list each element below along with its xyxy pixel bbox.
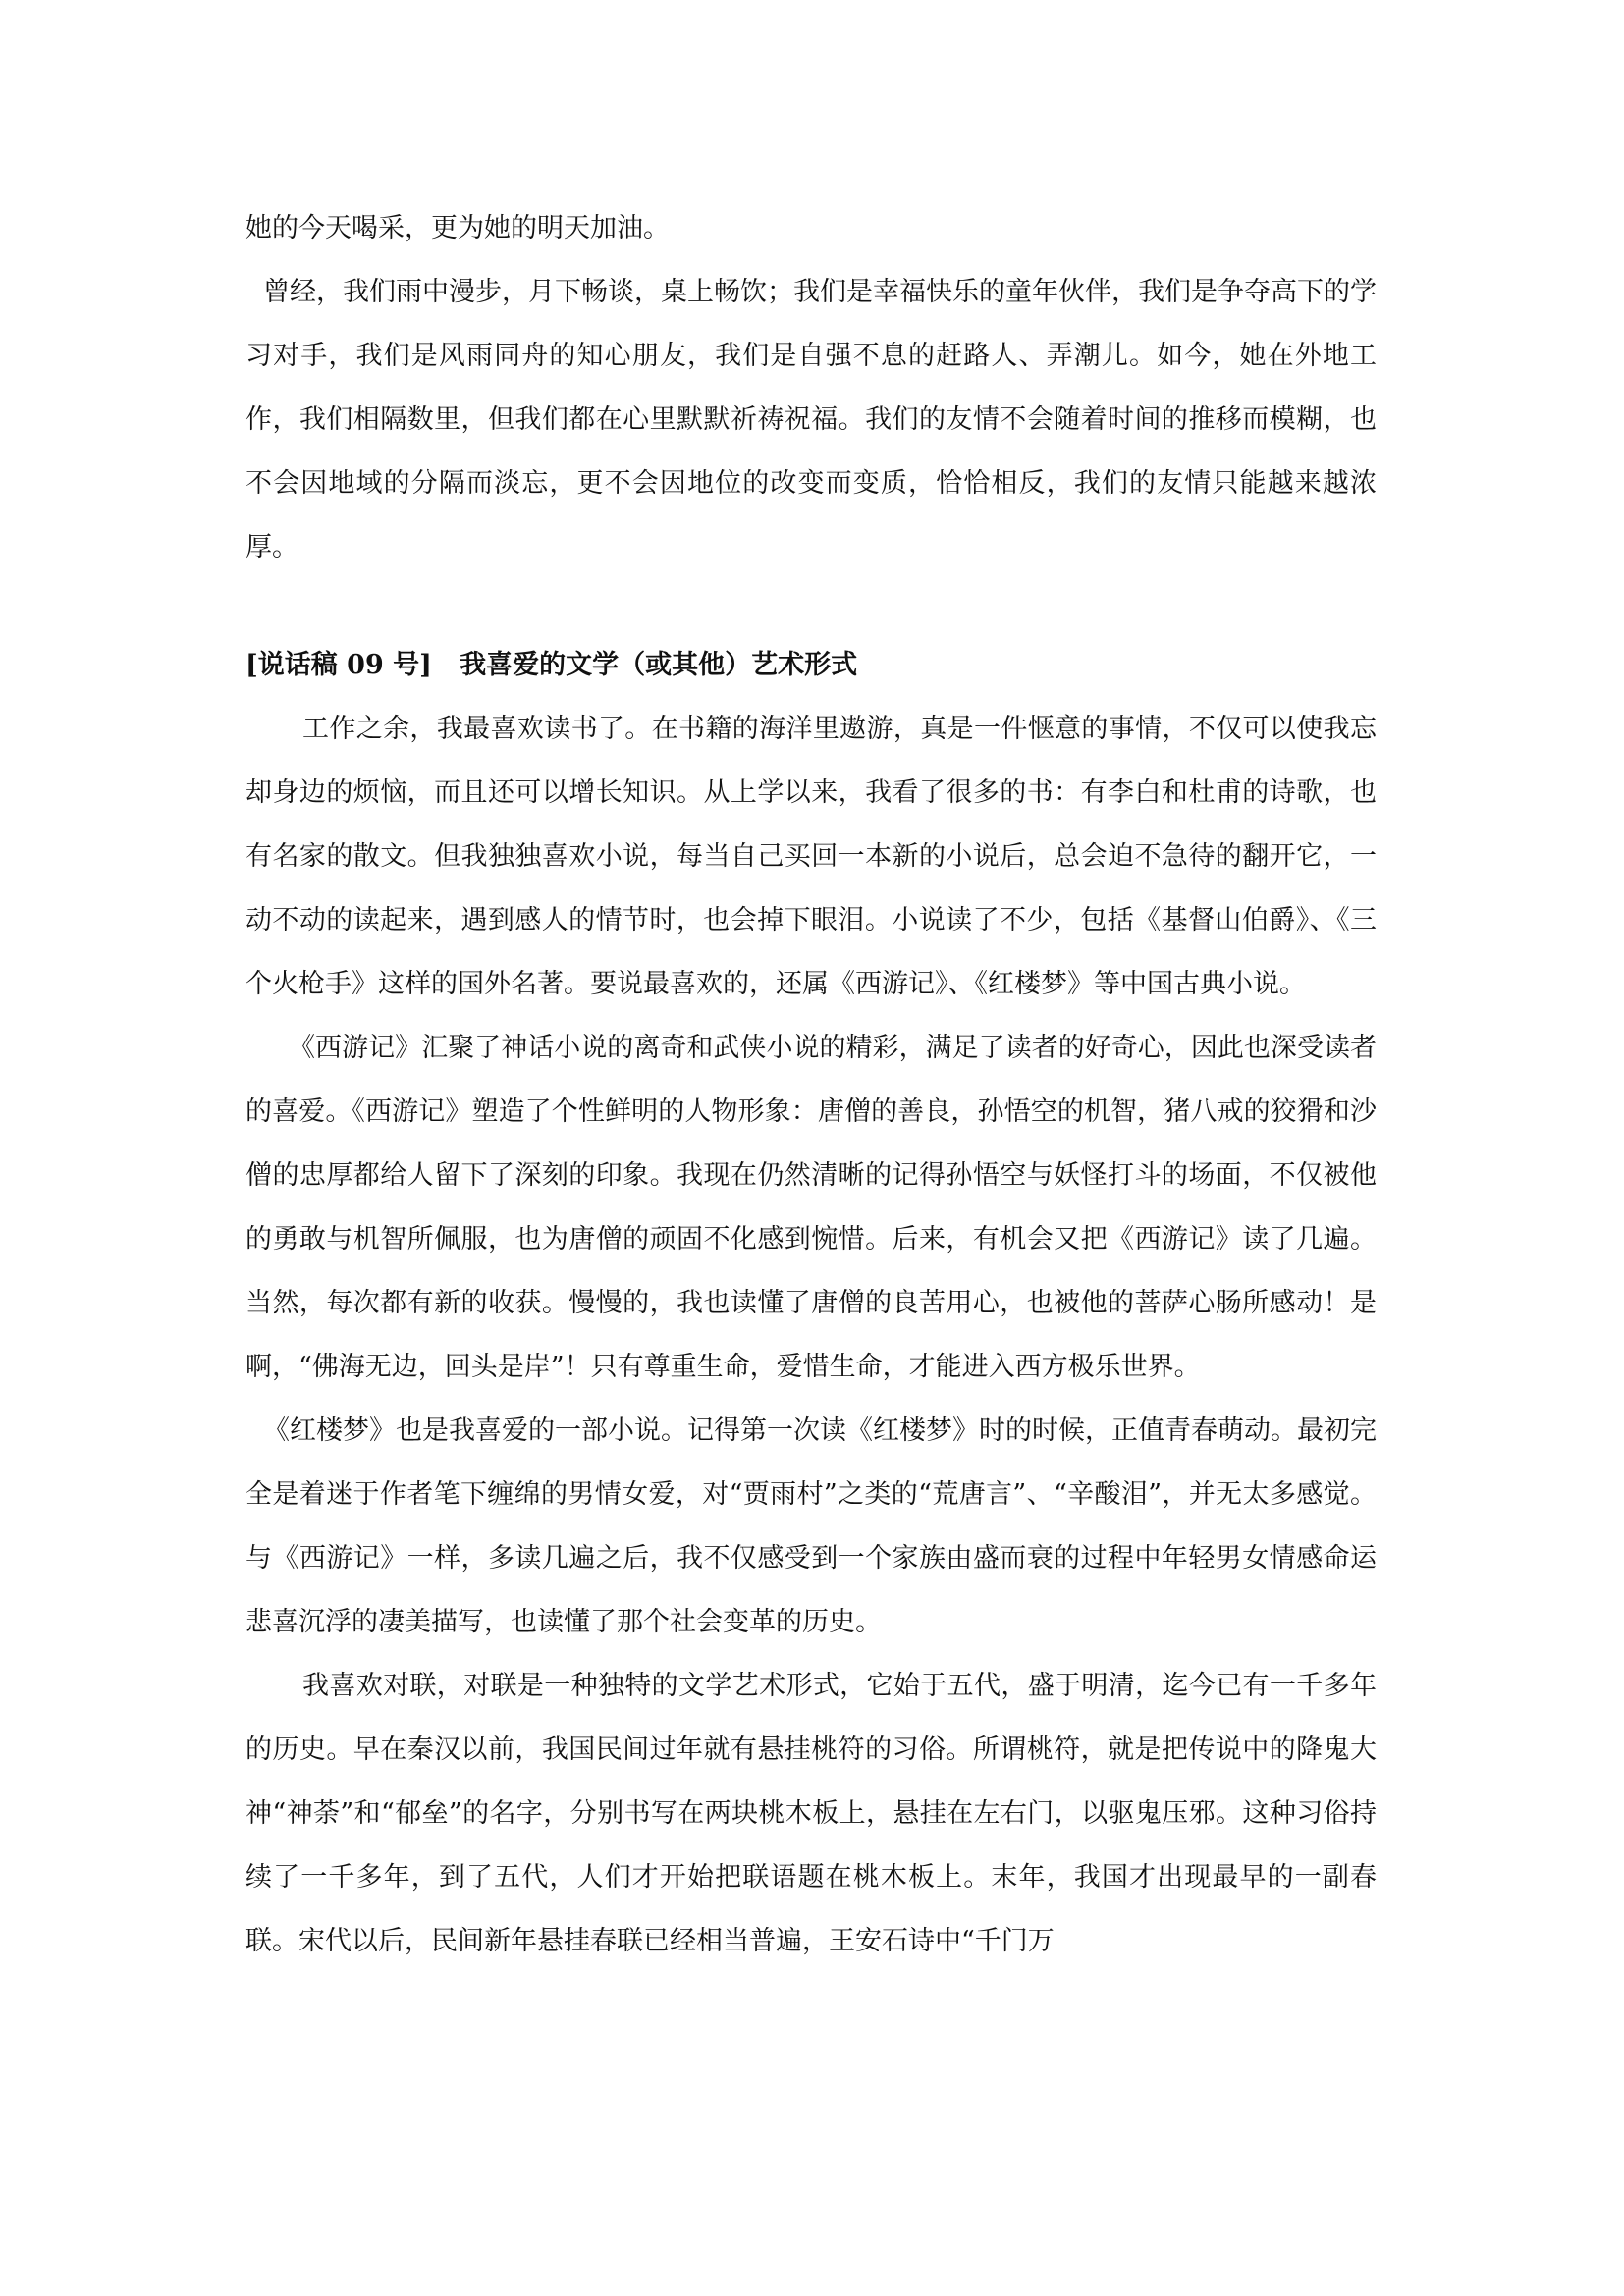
paragraph-friendship: 曾经，我们雨中漫步，月下畅谈，桌上畅饮；我们是幸福快乐的童年伙伴，我们是争夺高下的学习对手，我们是风雨同舟的知心朋友，我们是自强不息的赶路人、弄潮儿。如今，她在外地工作，我们相隔数里，但我们都在心里默默祈祷祝福。我们的友情不会随着时间的推移而模糊，也不会因地域的分隔而淡忘，更不会因地位的改变而变质，恰恰相反，我们的友情只能越来越浓厚。	[245, 277, 1377, 562]
paragraph-couplets: 我喜欢对联，对联是一种独特的文学艺术形式，它始于五代，盛于明清，迄今已有一千多年的历史。早在秦汉以前，我国民间过年就有悬挂桃符的习俗。所谓桃符，就是把传说中的降鬼大神“神荼”和“郁垒”的名字，分别书写在两块桃木板上，悬挂在左右门，以驱鬼压邪。这种习俗持续了一千多年，到了五代，人们才开始把联语题在桃木板上。末年，我国才出现最早的一副春联。宋代以后，民间新年悬挂春联已经相当普遍，王安石诗中“千门万	[245, 1671, 1377, 1956]
paragraph-reading: 工作之余，我最喜欢读书了。在书籍的海洋里遨游，真是一件惬意的事情，不仅可以使我忘却身边的烦恼，而且还可以增长知识。从上学以来，我看了很多的书：有李白和杜甫的诗歌，也有名家的散文。但我独独喜欢小说，每当自己买回一本新的小说后，总会迫不急待的翻开它，一动不动的读起来，遇到感人的情节时，也会掉下眼泪。小说读了不少，包括《基督山伯爵》、《三个火枪手》这样的国外名著。要说最喜欢的，还属《西游记》、《红楼梦》等中国古典小说。	[245, 714, 1377, 999]
paragraph-hongloumeng: 《红楼梦》也是我喜爱的一部小说。记得第一次读《红楼梦》时的时候，正值青春萌动。最初完全是着迷于作者笔下缠绵的男情女爱，对“贾雨村”之类的“荒唐言”、“辛酸泪”，并无太多感觉。与《西游记》一样，多读几遍之后，我不仅感受到一个家族由盛而衰的过程中年轻男女情感命运悲喜沉浮的凄美描写，也读懂了那个社会变革的历史。	[245, 1415, 1377, 1637]
paragraph-xiyouji: 《西游记》汇聚了神话小说的离奇和武侠小说的精彩，满足了读者的好奇心，因此也深受读者的喜爱。《西游记》塑造了个性鲜明的人物形象：唐僧的善良，孙悟空的机智，猪八戒的狡猾和沙僧的忠厚都给人留下了深刻的印象。我现在仍然清晰的记得孙悟空与妖怪打斗的场面，不仅被他的勇敢与机智所佩服，也为唐僧的顽固不化感到惋惜。后来，有机会又把《西游记》读了几遍。当然，每次都有新的收获。慢慢的，我也读懂了唐僧的良苦用心，也被他的菩萨心肠所感动！是啊，“佛海无边，回头是岸”！只有尊重生命，爱惜生命，才能进入西方极乐世界。	[245, 1033, 1377, 1382]
section-title-label: [说话稿 09 号]	[245, 650, 432, 680]
section-spacer	[245, 579, 1377, 633]
document-page	[245, 196, 1377, 1973]
section-title	[245, 633, 1377, 697]
section-title-text: 我喜爱的文学（或其他）艺术形式	[460, 650, 858, 680]
paragraph-carryover: 她的今天喝采，更为她的明天加油。	[245, 213, 670, 243]
